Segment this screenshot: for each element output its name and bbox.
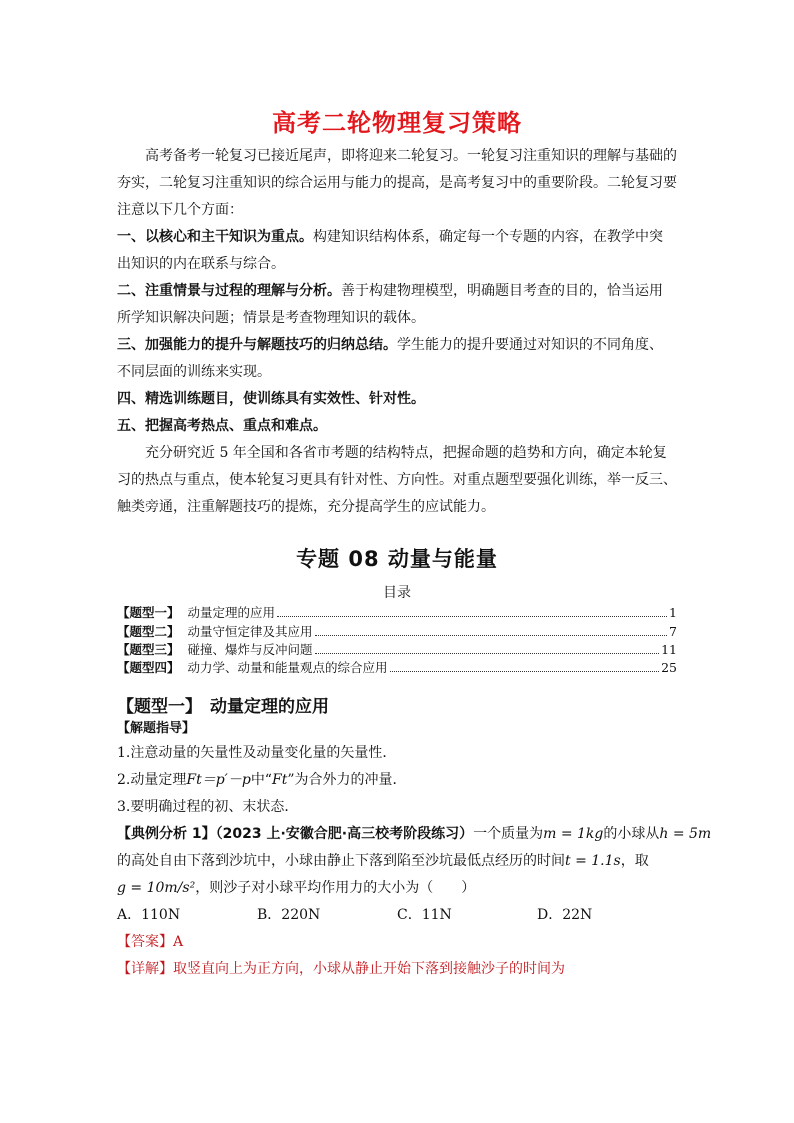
closing-line: 习的热点与重点，使本轮复习更具有针对性、方向性。对重点题型要强化训练，举一反三、 <box>117 472 677 488</box>
tip-2-mid: 中“ <box>250 772 272 788</box>
detail-text: 取竖直向上为正方向，小球从静止开始下落到接触沙子的时间为 <box>173 961 565 977</box>
toc-label: 动力学、动量和能量观点的综合应用 <box>187 660 388 675</box>
toc-title: 目录 <box>383 585 411 601</box>
section-key: 【题型一】 <box>117 697 202 717</box>
example-line-2-text: 的高处自由下落到沙坑中，小球由静止下落到陷至沙坑最低点经历的时间 <box>117 853 565 869</box>
toc-leader <box>315 652 660 654</box>
option-c[interactable]: C．11N <box>397 907 452 923</box>
closing-line: 触类旁通，注重解题技巧的提炼，充分提高学生的应试能力。 <box>117 499 495 515</box>
point-2 <box>117 278 682 305</box>
closing-line: 充分研究近 5 年全国和各省市考题的结构特点，把握命题的趋势和方向，确定本轮复 <box>117 445 667 461</box>
time-expr: t = 1.1s <box>565 853 621 869</box>
point-5-heading: 五、把握高考热点、重点和难点。 <box>117 418 327 434</box>
toc-page: 11 <box>661 642 677 657</box>
tip-2-formula: Ft＝p′－p <box>186 772 251 788</box>
option-d[interactable]: D．22N <box>537 907 593 923</box>
toc-page: 25 <box>661 660 677 675</box>
guide-label: 【解题指导】 <box>117 721 196 736</box>
point-2-cont: 所学知识解决问题；情景是考查物理知识的载体。 <box>117 310 425 326</box>
toc-page: 1 <box>669 605 677 620</box>
point-1-cont: 出知识的内在联系与综合。 <box>117 256 285 272</box>
point-1 <box>117 224 682 251</box>
gravity-expr: g = 10m/s² <box>117 880 196 896</box>
point-4-heading: 四、精选训练题目，使训练具有实效性、针对性。 <box>117 391 425 407</box>
option-b[interactable]: B．220N <box>257 907 321 923</box>
answer-label: 【答案】 <box>117 934 173 950</box>
example-text-1: 一个质量为 <box>473 826 544 842</box>
intro-line: 高考备考一轮复习已接近尾声，即将迎来二轮复习。一轮复习注重知识的理解与基础的 <box>117 148 677 164</box>
height-expr: h = 5m <box>659 826 712 842</box>
example-line-2 <box>117 848 682 875</box>
toc-label: 动量定理的应用 <box>187 605 276 620</box>
example-line-2-end: ，取 <box>620 853 649 869</box>
section-label: 动量定理的应用 <box>210 697 329 717</box>
example-line-1 <box>117 821 712 848</box>
tip-2-end: ”为合外力的冲量． <box>287 772 407 788</box>
point-1-heading: 一、以核心和主干知识为重点。 <box>117 229 313 245</box>
section-body <box>117 718 712 983</box>
example-label: 【典例分析 1】 <box>117 826 216 842</box>
detail-label: 【详解】 <box>117 961 173 977</box>
options-row <box>117 902 682 929</box>
toc-leader <box>315 634 668 636</box>
toc-key: 【题型三】 <box>117 642 180 657</box>
example-source: （2023 上·安徽合肥·高三校考阶段练习） <box>215 826 474 842</box>
toc-key: 【题型一】 <box>117 605 180 620</box>
toc-leader <box>277 615 667 617</box>
toc-label: 动量守恒定律及其应用 <box>187 624 313 639</box>
intro-paragraph <box>117 143 682 521</box>
toc-entry[interactable] <box>117 640 677 659</box>
document-title: 高考二轮物理复习策略 <box>272 109 522 137</box>
point-5 <box>117 413 682 440</box>
intro-line: 注意以下几个方面： <box>117 202 243 218</box>
intro-line: 夯实，二轮复习注重知识的综合运用与能力的提高，是高考复习中的重要阶段。二轮复习要 <box>117 175 677 191</box>
tip-2 <box>117 767 682 794</box>
point-2-heading: 二、注重情景与过程的理解与分析。 <box>117 283 341 299</box>
point-3 <box>117 332 682 359</box>
point-3-heading: 三、加强能力的提升与解题技巧的归纳总结。 <box>117 337 397 353</box>
mass-expr: m = 1kg <box>543 826 604 842</box>
toc-key: 【题型四】 <box>117 660 180 675</box>
toc-entry[interactable] <box>117 658 677 677</box>
toc-label: 碰撞、爆炸与反冲问题 <box>187 642 313 657</box>
point-2-text: 善于构建物理模型，明确题目考查的目的，恰当运用 <box>341 283 663 299</box>
point-3-cont: 不同层面的训练来实现。 <box>117 364 271 380</box>
option-a[interactable]: A．110N <box>117 907 181 923</box>
section-heading <box>117 692 329 717</box>
example-line-3 <box>117 875 682 902</box>
tip-3: 3.要明确过程的初、末状态． <box>117 799 299 815</box>
toc-entry[interactable] <box>117 603 677 622</box>
example-line-3-text: ，则沙子对小球平均作用力的大小为（ ） <box>195 880 476 896</box>
toc-entry[interactable] <box>117 622 677 641</box>
tip-2-ft: Ft <box>271 772 288 788</box>
tip-1: 1.注意动量的矢量性及动量变化量的矢量性． <box>117 745 397 761</box>
example-text-2: 的小球从 <box>603 826 660 842</box>
toc-key: 【题型二】 <box>117 624 180 639</box>
point-3-text: 学生能力的提升要通过对知识的不同角度、 <box>397 337 663 353</box>
answer-value: A <box>173 934 184 950</box>
point-4 <box>117 386 682 413</box>
topic-title: 专题 08 动量与能量 <box>296 547 498 571</box>
point-1-text: 构建知识结构体系，确定每一个专题的内容，在教学中突 <box>313 229 663 245</box>
toc-leader <box>390 670 660 672</box>
toc-page: 7 <box>669 624 677 639</box>
tip-2-prefix: 2.动量定理 <box>117 772 187 788</box>
detail-line <box>117 956 682 983</box>
answer-line <box>117 929 682 956</box>
